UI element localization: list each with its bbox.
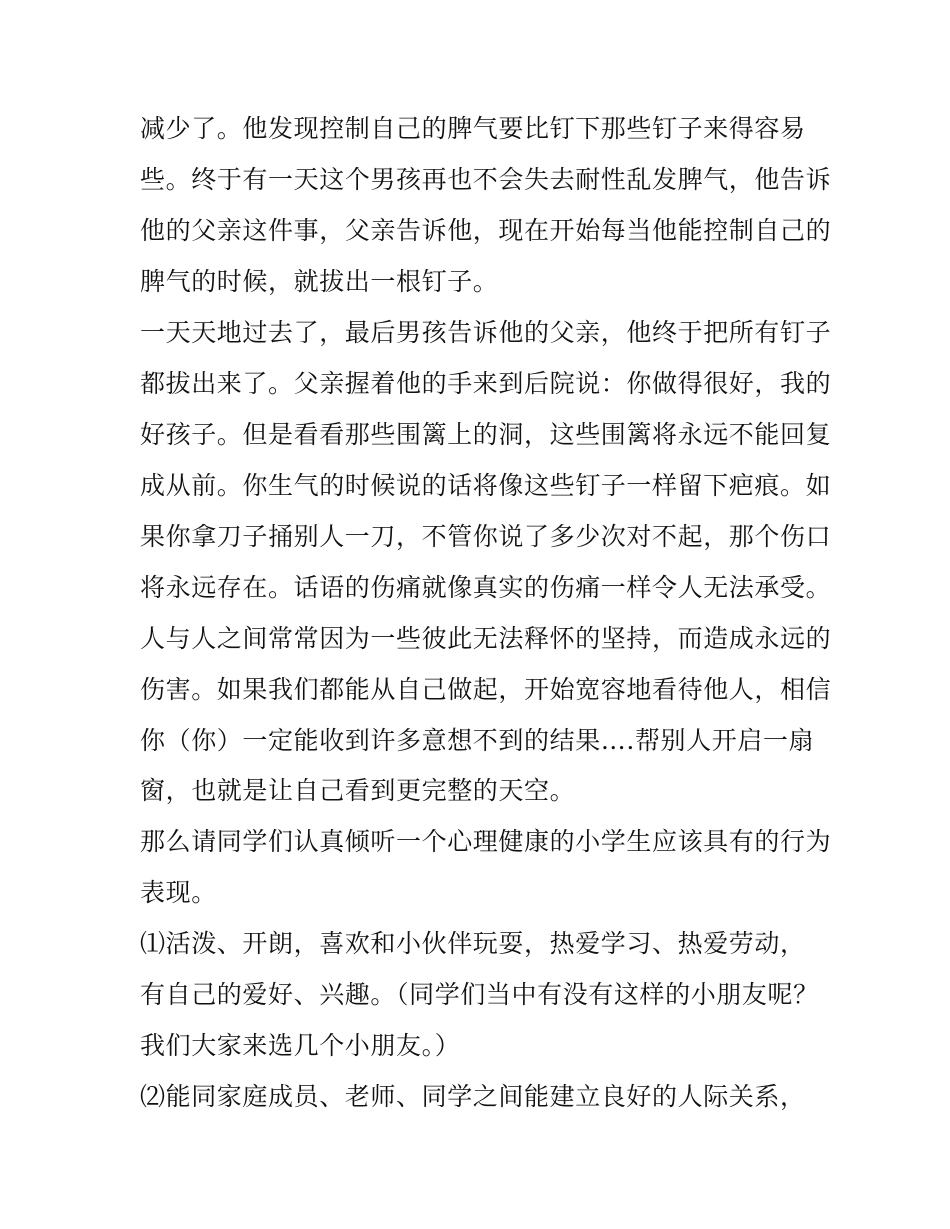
text-line: 我们大家来选几个小朋友。） — [140, 1031, 461, 1060]
text-line: 窗，也就是让自己看到更完整的天空。 — [140, 776, 576, 805]
text-line: 些。终于有一天这个男孩再也不会失去耐性乱发脾气，他告诉 — [140, 165, 832, 194]
text-line: 那么请同学们认真倾听一个心理健康的小学生应该具有的行为 — [140, 827, 832, 856]
text-line: 将永远存在。话语的伤痛就像真实的伤痛一样令人无法承受。 — [140, 573, 832, 602]
text-line: 你（你）一定能收到许多意想不到的结果….帮别人开启一扇 — [140, 726, 815, 755]
text-line: 表现。 — [140, 878, 217, 907]
text-line: 有自己的爱好、兴趣。（同学们当中有没有这样的小朋友呢？ — [140, 980, 819, 1009]
text-line: 好孩子。但是看看那些围篱上的洞，这些围篱将永远不能回复 — [140, 420, 832, 449]
text-line: 伤害。如果我们都能从自己做起，开始宽容地看待他人，相信 — [140, 675, 832, 704]
text-line: 成从前。你生气的时候说的话将像这些钉子一样留下疤痕。如 — [140, 471, 832, 500]
text-line: ⑵能同家庭成员、老师、同学之间能建立良好的人际关系， — [140, 1082, 806, 1111]
text-line: 都拔出来了。父亲握着他的手来到后院说：你做得很好，我的 — [140, 369, 832, 398]
text-line: ⑴活泼、开朗，喜欢和小伙伴玩耍，热爱学习、热爱劳动， — [140, 929, 806, 958]
text-line: 减少了。他发现控制自己的脾气要比钉下那些钉子来得容易 — [140, 114, 806, 143]
text-line: 他的父亲这件事，父亲告诉他，现在开始每当他能控制自己的 — [140, 216, 832, 245]
text-line: 一天天地过去了，最后男孩告诉他的父亲，他终于把所有钉子 — [140, 318, 832, 347]
text-line: 果你拿刀子捅别人一刀，不管你说了多少次对不起，那个伤口 — [140, 522, 832, 551]
text-line: 脾气的时候，就拔出一根钉子。 — [140, 267, 499, 296]
text-line: 人与人之间常常因为一些彼此无法释怀的坚持，而造成永远的 — [140, 624, 832, 653]
